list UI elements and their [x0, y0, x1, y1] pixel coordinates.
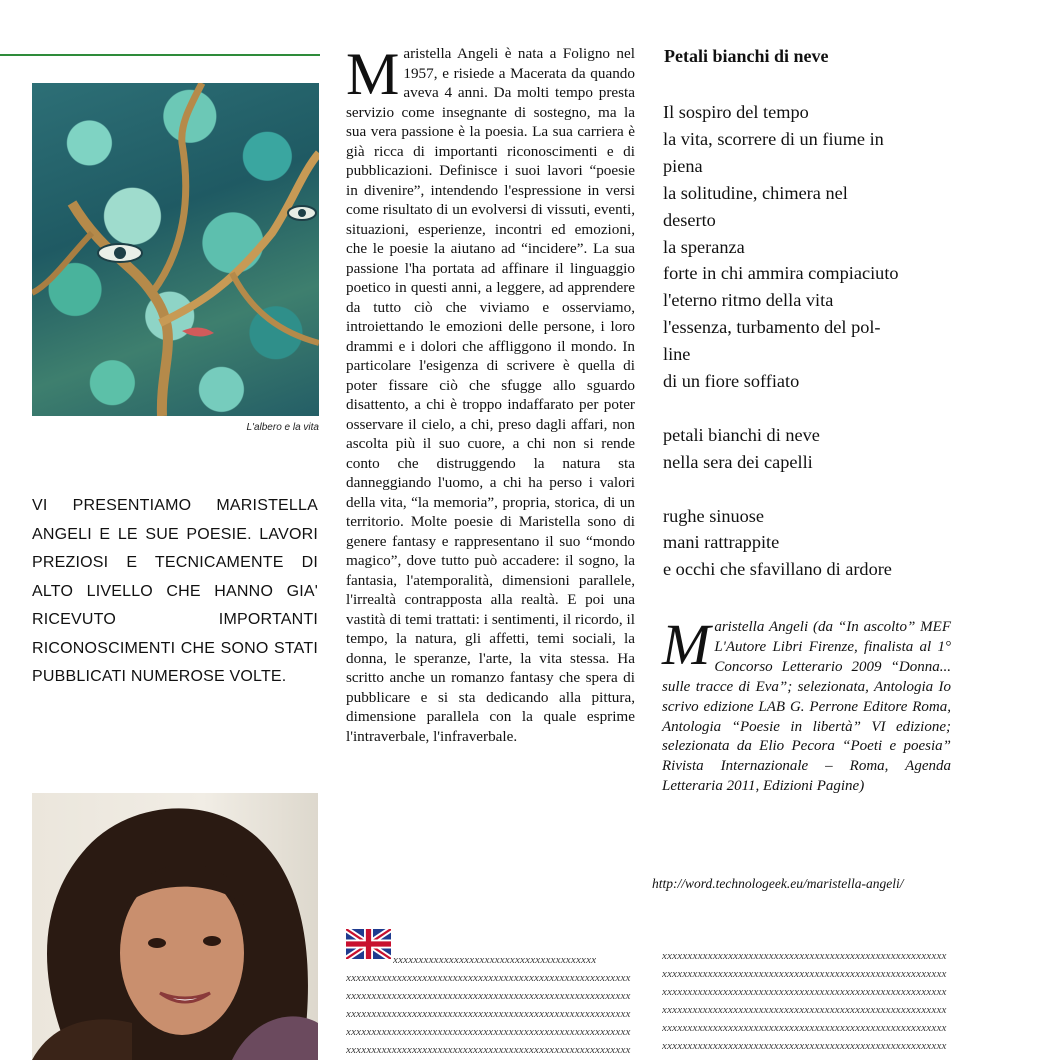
placeholder-row: xxxxxxxxxxxxxxxxxxxxxxxxxxxxxxxxxxxxxxxxxxxxxxxxxxxxxxxx [662, 1022, 947, 1034]
poem-line: rughe sinuose [663, 505, 765, 526]
placeholder-row: xxxxxxxxxxxxxxxxxxxxxxxxxxxxxxxxxxxxxxxxxxxxxxxxxxxxxxxx [662, 1004, 947, 1016]
stanza-break [663, 395, 963, 422]
poem-line: nella sera dei capelli [663, 451, 813, 472]
painting-image [32, 83, 319, 416]
poem-line: Il sospiro del tempo [663, 102, 809, 122]
poem-line: deserto [663, 209, 716, 230]
publication-credits [662, 612, 951, 797]
poem-line: di un fiore soffiato [663, 371, 800, 392]
placeholder-row: xxxxxxxxxxxxxxxxxxxxxxxxxxxxxxxxxxxxxxxxxxxxxxxxxxxxxxxx [346, 1008, 631, 1020]
biography-dropcap: M [346, 41, 400, 107]
green-rule [0, 54, 320, 56]
painting-caption: L'albero e la vita [246, 422, 319, 433]
poem-line: mani rattrappite [663, 532, 780, 553]
poem-line: e occhi che sfavillano di ardore [663, 559, 892, 580]
poem-line: line [663, 344, 691, 365]
placeholder-row: xxxxxxxxxxxxxxxxxxxxxxxxxxxxxxxxxxxxxxxxxxxxxxxxxxxxxxxx [662, 986, 947, 998]
poem-line: petali bianchi di neve [663, 424, 820, 445]
placeholder-row: xxxxxxxxxxxxxxxxxxxxxxxxxxxxxxxxxxxxxxxxxxxxxxxxxxxxxxxx [346, 972, 631, 984]
portrait-woman-icon [32, 793, 318, 1060]
website-link[interactable]: http://word.technologeek.eu/maristella-angeli/ [652, 876, 904, 891]
poem-line: la solitudine, chimera nel [663, 182, 848, 203]
poem-line: l'eterno ritmo della vita [663, 290, 834, 311]
author-portrait [32, 793, 318, 1060]
placeholder-row: xxxxxxxxxxxxxxxxxxxxxxxxxxxxxxxxxxxxxxxxxxxxxxxxxxxxxxxx [346, 1026, 631, 1038]
placeholder-row: xxxxxxxxxxxxxxxxxxxxxxxxxxxxxxxxxxxxxxxxxxxxxxxxxxxxxxxx [662, 968, 947, 980]
intro-text: VI PRESENTIAMO MARISTELLA ANGELI E LE SUE POESIE. LAVORI PREZIOSI E TECNICAMENTE DI ALTO LIVELLO CHE HANNO GIA' RICEVUTO IMPORTANTI RICONOSCIMENTI CHE SONO STATI PUBBLICATI NUMEROSE VOLTE. [32, 497, 318, 685]
placeholder-row: xxxxxxxxxxxxxxxxxxxxxxxxxxxxxxxxxxxxxxxxxxxxxxxxxxxxxxxx [346, 1044, 631, 1056]
tree-branches-icon [32, 83, 319, 416]
placeholder-row: xxxxxxxxxxxxxxxxxxxxxxxxxxxxxxxxxxxxxxxx [393, 954, 597, 966]
poem-line: la vita, scorrere di un fiume in [663, 128, 884, 149]
placeholder-row: xxxxxxxxxxxxxxxxxxxxxxxxxxxxxxxxxxxxxxxxxxxxxxxxxxxxxxxx [662, 1040, 947, 1052]
poem-line: la speranza [663, 236, 745, 257]
poem-line: piena [663, 155, 703, 176]
credits-dropcap: M [662, 612, 711, 677]
poem-body [663, 99, 963, 583]
poem-line: l'essenza, turbamento del pol- [663, 317, 881, 338]
stanza-break [663, 476, 963, 503]
placeholder-row: xxxxxxxxxxxxxxxxxxxxxxxxxxxxxxxxxxxxxxxxxxxxxxxxxxxxxxxx [662, 950, 947, 962]
credits-body: aristella Angeli (da “In ascolto” MEF L'Autore Libri Firenze, finalista al 1° Concorso Letterario 2009 “Donna... sulle tracce di Eva”; selezionata, Antologia Io scrivo edizione LAB G. Perrone Editore Roma, Antologia “Poesie in libertà” VI edizione; selezionata da Elio Pecora “Poeti e poesia” Rivista Internazionale – Roma, Agenda Letteraria 2011, Edizioni Pagine) [662, 619, 951, 795]
placeholder-row: xxxxxxxxxxxxxxxxxxxxxxxxxxxxxxxxxxxxxxxxxxxxxxxxxxxxxxxx [346, 990, 631, 1002]
poem-title: Petali bianchi di neve [664, 46, 829, 66]
poem-line: forte in chi ammira compiaciuto [663, 263, 899, 284]
biography-body: aristella Angeli è nata a Foligno nel 1957, e risiede a Macerata da quando aveva 4 anni. Da molti tempo presta servizio come insegnante di sostegno, ma la sua vera passione è la poesia. La sua carriera è già ricca di importanti riconoscimenti e di pubblicazioni. Definisce i suoi lavori “poesie in divenire”, intendendo l'espressione in versi come risultato di un evolversi di vissuti, eventi, situazioni, esperienze, incontri ed emozioni, che le poesie la aiutano ad “incidere”. La sua passione l'ha portata ad affinare il linguaggio poetico in questi anni, a leggere, ad apprendere da tutto ciò che viviamo e osserviamo, introiettando le emozioni delle persone, i loro drammi e i dolori che affliggono il mondo. In particolare l'esigenza di scrivere è quella di poter fissare ciò che sfugge allo sguardo disattento, a chi è troppo indaffarato per poter osservare il cielo, a chi, preso dagli affari, non ascolta più il suo cuore, a chi non si rende conto che distruggendo la natura sta danneggiando l'uomo, a chi ha perso i valori della vita, “la memoria”, propria, storica, di un territorio. Molte poesie di Maristella sono di genere fantasy e rappresentano il suo “mondo magico”, dove tutto può accadere: il sogno, la fantasia, l'atemporalità, dimensioni parallele, l'irrealtà contrapposta alla realtà. E poi una vastità di temi trattati: i sentimenti, il ricordo, il tempo, la natura, gli affetti, temi sociali, la donna, le speranze, l'arte, la vita stessa. Ha scritto anche un romanzo fantasy che spera di pubblicare e si sta dedicando alla pittura, dimensione parallela con la quale esprime l'intraverbale, l'infraverbale. [346, 45, 635, 745]
biography-text [346, 41, 635, 746]
uk-flag-icon [346, 929, 391, 959]
